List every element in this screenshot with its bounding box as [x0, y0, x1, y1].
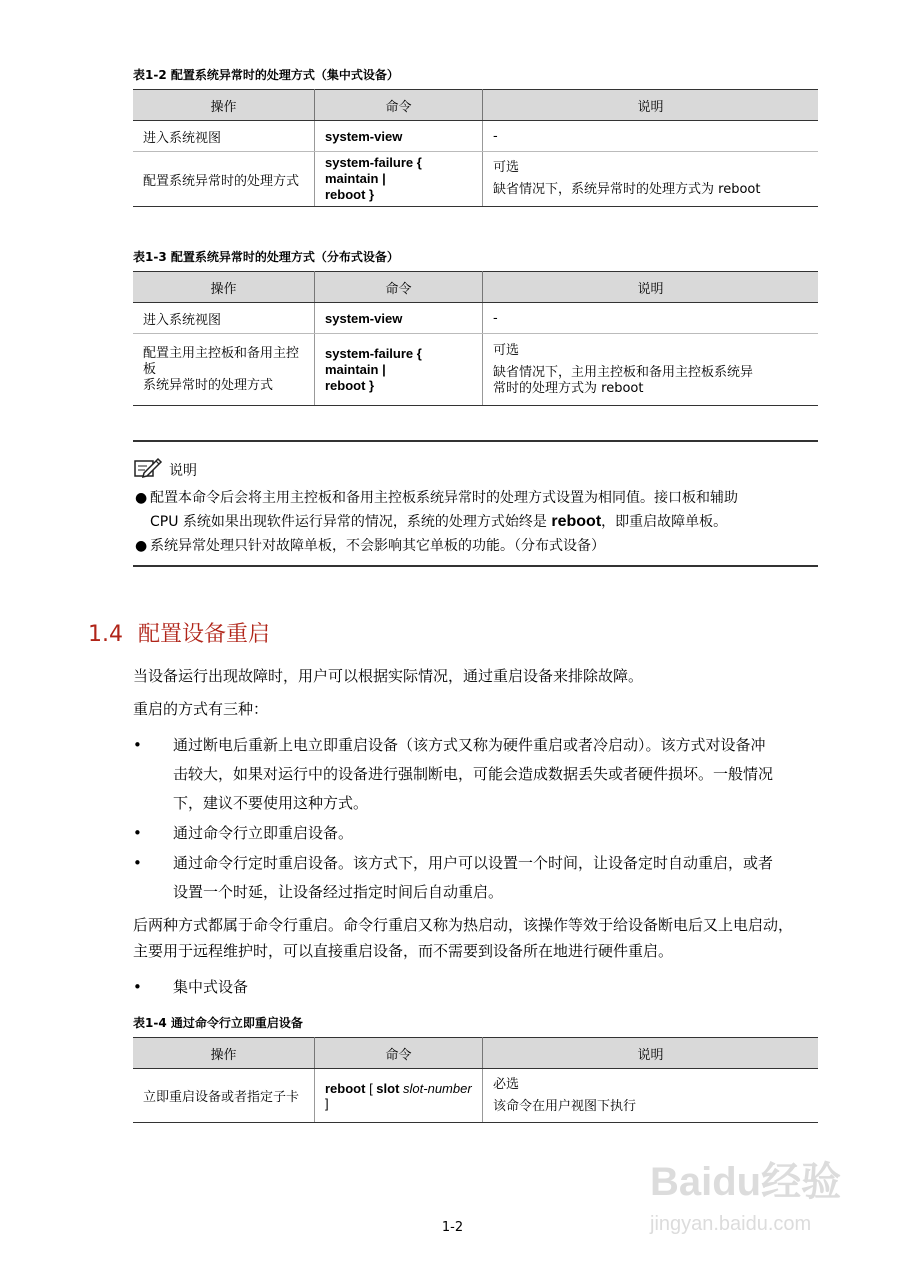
table-1-2	[133, 89, 818, 207]
note-header	[133, 456, 197, 484]
table-1-3-caption: 表1-3 配置系统异常时的处理方式（分布式设备）	[133, 250, 399, 264]
note-list	[133, 486, 818, 558]
table-row	[133, 121, 818, 152]
list-item-line: 集中式设备	[173, 978, 249, 996]
command-line: system-failure { maintain |	[325, 345, 422, 377]
command-punct: [	[365, 1080, 377, 1096]
list-item	[133, 849, 823, 907]
description-line: 必选	[493, 1076, 520, 1092]
paragraph-line: 后两种方式都属于命令行重启。命令行重启又称为热启动，该操作等效于给设备断电后又上电启动，	[133, 916, 794, 934]
paragraph: 重启的方式有三种：	[133, 700, 269, 718]
note-item-keyword: reboot	[551, 513, 602, 530]
table-1-4-caption: 表1-4 通过命令行立即重启设备	[133, 1016, 303, 1030]
command-cell	[315, 1069, 483, 1123]
table-row	[133, 1069, 818, 1123]
description-line: 可选	[493, 160, 520, 175]
note-item-text: ，即重启故障单板。	[601, 514, 728, 530]
list-item	[133, 819, 823, 848]
list-item-line: 下，建议不要使用这种方式。	[173, 794, 369, 812]
table-header-row	[133, 90, 818, 121]
header-description: 说明	[483, 1038, 819, 1069]
watermark-logo: Baidu经验	[650, 1160, 842, 1204]
description-line: 缺省情况下，主用主控板和备用主控板系统异	[493, 364, 754, 380]
table-header-row	[133, 272, 818, 303]
header-operation: 操作	[133, 1038, 315, 1069]
table-1-3	[133, 271, 818, 406]
description-line: 该命令在用户视图下执行	[493, 1098, 637, 1114]
command-cell	[315, 152, 483, 207]
paragraph	[133, 912, 823, 964]
bullet-dot: ●	[135, 490, 148, 506]
description-cell: -	[483, 121, 819, 152]
note-box	[133, 440, 818, 567]
list-item-line: 击较大，如果对运行中的设备进行强制断电，可能会造成数据丢失或者硬件损坏。一般情况	[173, 765, 774, 783]
list-item-line: 通过断电后重新上电立即重启设备（该方式又称为硬件重启或者冷启动）。该方式对设备冲	[173, 736, 766, 754]
bullet-dot: •	[133, 854, 142, 872]
command-line: system-failure { maintain |	[325, 155, 422, 186]
operation-cell: 进入系统视图	[133, 303, 315, 334]
operation-cell: 配置系统异常时的处理方式	[133, 152, 315, 207]
list-item-line: 通过命令行定时重启设备。该方式下，用户可以设置一个时间，让设备定时自动重启，或者	[173, 854, 774, 872]
command-keyword: reboot	[325, 1080, 366, 1096]
header-command: 命令	[315, 1038, 483, 1069]
command-cell: system-view	[315, 121, 483, 152]
command-cell	[315, 334, 483, 406]
header-operation: 操作	[133, 272, 315, 303]
operation-cell	[133, 334, 315, 406]
list-item-line: 设置一个时延，让设备经过指定时间后自动重启。	[173, 883, 504, 901]
paragraph-line: 主要用于远程维护时，可以直接重启设备，而不需要到设备所在地进行硬件重启。	[133, 942, 674, 960]
description-cell: -	[483, 303, 819, 334]
list-item	[133, 973, 823, 1002]
table-1-2-caption: 表1-2 配置系统异常时的处理方式（集中式设备）	[133, 68, 399, 82]
table-row	[133, 303, 818, 334]
description-cell	[483, 1069, 819, 1123]
note-item-text: CPU 系统如果出现软件运行异常的情况，系统的处理方式始终是	[150, 514, 552, 530]
operation-line: 配置主用主控板和备用主控板	[143, 345, 300, 377]
description-cell	[483, 334, 819, 406]
command-punct: ]	[325, 1095, 329, 1111]
command-argument: slot-number	[399, 1080, 472, 1096]
operation-line: 系统异常时的处理方式	[143, 377, 274, 393]
watermark-url: jingyan.baidu.com	[650, 1213, 812, 1235]
header-operation: 操作	[133, 90, 315, 121]
header-command: 命令	[315, 272, 483, 303]
command-line: reboot }	[325, 377, 375, 393]
command-line: reboot }	[325, 187, 375, 202]
note-item-text: 系统异常处理只针对故障单板，不会影响其它单板的功能。（分布式设备）	[150, 538, 605, 554]
bullet-dot: •	[133, 736, 142, 754]
command-cell: system-view	[315, 303, 483, 334]
bullet-dot: ●	[135, 538, 148, 554]
note-item-text: 配置本命令后会将主用主控板和备用主控板系统异常时的处理方式设置为相同值。接口板和辅助	[150, 490, 738, 506]
description-line: 常时的处理方式为 reboot	[493, 380, 644, 396]
bullet-dot: •	[133, 824, 142, 842]
list-item-line: 通过命令行立即重启设备。	[173, 824, 354, 842]
note-item	[133, 534, 818, 558]
table-row	[133, 334, 818, 406]
section-number: 1.4	[88, 622, 123, 647]
list-item	[133, 731, 823, 818]
header-description: 说明	[483, 272, 819, 303]
bullet-dot: •	[133, 978, 142, 996]
section-heading	[88, 617, 270, 648]
description-line: 缺省情况下，系统异常时的处理方式为 reboot	[493, 182, 761, 197]
header-command: 命令	[315, 90, 483, 121]
operation-cell: 立即重启设备或者指定子卡	[133, 1069, 315, 1123]
note-title: 说明	[169, 463, 197, 479]
description-cell	[483, 152, 819, 207]
table-1-4	[133, 1037, 818, 1123]
paragraph: 当设备运行出现故障时，用户可以根据实际情况，通过重启设备来排除故障。	[133, 667, 644, 685]
operation-cell: 进入系统视图	[133, 121, 315, 152]
description-line: 可选	[493, 342, 520, 358]
section-title: 配置设备重启	[138, 622, 271, 647]
table-header-row	[133, 1038, 818, 1069]
note-pencil-icon	[133, 456, 163, 484]
note-item	[133, 486, 818, 534]
page-number: 1-2	[441, 1220, 464, 1235]
header-description: 说明	[483, 90, 819, 121]
command-keyword: slot	[376, 1080, 400, 1096]
table-row	[133, 152, 818, 207]
